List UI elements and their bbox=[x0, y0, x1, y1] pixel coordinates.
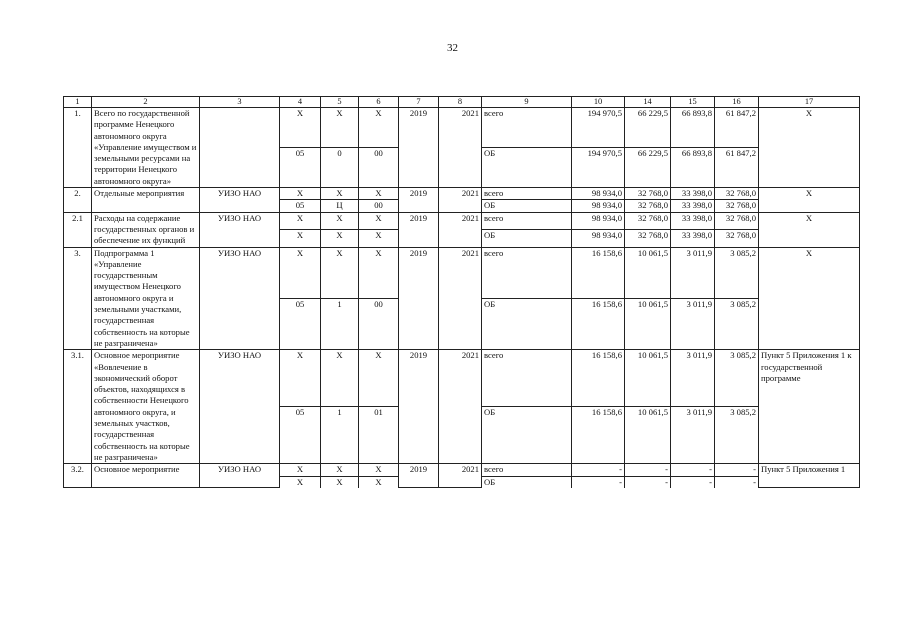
code-cell: 1 bbox=[321, 407, 359, 464]
amount-cell: 61 847,2 bbox=[715, 108, 759, 148]
code-cell: Х bbox=[280, 188, 321, 200]
table-row bbox=[64, 247, 860, 298]
start-year: 2019 bbox=[399, 212, 439, 247]
code-cell: Х bbox=[359, 476, 399, 488]
funding-source: всего bbox=[482, 350, 572, 407]
code-cell: Х bbox=[359, 108, 399, 148]
amount-cell: 32 768,0 bbox=[625, 212, 671, 229]
amount-cell: 33 398,0 bbox=[671, 188, 715, 200]
column-header: 2 bbox=[92, 97, 200, 108]
end-year: 2021 bbox=[439, 108, 482, 188]
code-cell: 00 bbox=[359, 200, 399, 212]
amount-cell: 66 229,5 bbox=[625, 108, 671, 148]
column-header: 3 bbox=[200, 97, 280, 108]
code-cell: Х bbox=[359, 230, 399, 247]
row-executor bbox=[200, 108, 280, 188]
row-number: 2. bbox=[64, 188, 92, 213]
code-cell: 1 bbox=[321, 298, 359, 349]
code-cell: 05 bbox=[280, 298, 321, 349]
code-cell: 00 bbox=[359, 298, 399, 349]
table-row bbox=[64, 212, 860, 229]
program-table bbox=[63, 96, 860, 488]
code-cell: 05 bbox=[280, 148, 321, 188]
amount-cell: 98 934,0 bbox=[572, 188, 625, 200]
row-name: Подпрограмма 1 «Управление государственным имуществом Ненецкого автономного округа и земельными участками, государственная собственность на которые не разграничена» bbox=[92, 247, 200, 350]
table-row bbox=[64, 188, 860, 200]
column-header: 16 bbox=[715, 97, 759, 108]
code-cell: 05 bbox=[280, 200, 321, 212]
row-note: Х bbox=[759, 108, 860, 188]
header-row bbox=[64, 97, 860, 108]
row-note: Пункт 5 Приложения 1 к государственной программе bbox=[759, 350, 860, 464]
code-cell: Х bbox=[280, 464, 321, 476]
amount-cell: 61 847,2 bbox=[715, 148, 759, 188]
table-row bbox=[64, 464, 860, 476]
row-number: 3. bbox=[64, 247, 92, 350]
funding-source: ОБ bbox=[482, 407, 572, 464]
amount-cell: 32 768,0 bbox=[715, 212, 759, 229]
column-header: 5 bbox=[321, 97, 359, 108]
amount-cell: 66 893,8 bbox=[671, 148, 715, 188]
code-cell: 05 bbox=[280, 407, 321, 464]
funding-source: ОБ bbox=[482, 230, 572, 247]
amount-cell: 3 085,2 bbox=[715, 247, 759, 298]
amount-cell: 3 085,2 bbox=[715, 407, 759, 464]
code-cell: Х bbox=[280, 108, 321, 148]
amount-cell: - bbox=[625, 464, 671, 476]
column-header: 17 bbox=[759, 97, 860, 108]
code-cell: Х bbox=[321, 476, 359, 488]
column-header: 9 bbox=[482, 97, 572, 108]
column-header: 4 bbox=[280, 97, 321, 108]
column-header: 6 bbox=[359, 97, 399, 108]
start-year: 2019 bbox=[399, 350, 439, 464]
row-note: Х bbox=[759, 212, 860, 247]
amount-cell: - bbox=[625, 476, 671, 488]
funding-source: ОБ bbox=[482, 148, 572, 188]
end-year: 2021 bbox=[439, 464, 482, 488]
amount-cell: 16 158,6 bbox=[572, 350, 625, 407]
end-year: 2021 bbox=[439, 247, 482, 350]
row-name: Всего по государственной программе Ненецкого автономного округа «Управление имуществом и земельными ресурсами на территории Ненецкого автономного округа» bbox=[92, 108, 200, 188]
amount-cell: 3 011,9 bbox=[671, 298, 715, 349]
code-cell: Х bbox=[280, 230, 321, 247]
amount-cell: - bbox=[572, 464, 625, 476]
row-executor: УИЗО НАО bbox=[200, 188, 280, 213]
code-cell: Х bbox=[359, 464, 399, 476]
code-cell: Х bbox=[280, 350, 321, 407]
column-header: 14 bbox=[625, 97, 671, 108]
column-header: 7 bbox=[399, 97, 439, 108]
row-number: 3.1. bbox=[64, 350, 92, 464]
end-year: 2021 bbox=[439, 350, 482, 464]
start-year: 2019 bbox=[399, 247, 439, 350]
row-name: Расходы на содержание государственных органов и обеспечение их функций bbox=[92, 212, 200, 247]
code-cell: Ц bbox=[321, 200, 359, 212]
column-header: 10 bbox=[572, 97, 625, 108]
code-cell: Х bbox=[280, 212, 321, 229]
amount-cell: 10 061,5 bbox=[625, 350, 671, 407]
page-number: 32 bbox=[447, 42, 458, 54]
amount-cell: 3 011,9 bbox=[671, 247, 715, 298]
table-row bbox=[64, 108, 860, 148]
code-cell: Х bbox=[280, 476, 321, 488]
row-name: Основное мероприятие bbox=[92, 464, 200, 488]
code-cell: Х bbox=[321, 188, 359, 200]
code-cell: Х bbox=[321, 108, 359, 148]
funding-source: всего bbox=[482, 212, 572, 229]
row-number: 3.2. bbox=[64, 464, 92, 488]
amount-cell: - bbox=[715, 464, 759, 476]
funding-source: ОБ bbox=[482, 476, 572, 488]
row-number: 2.1 bbox=[64, 212, 92, 247]
code-cell: Х bbox=[321, 247, 359, 298]
row-executor: УИЗО НАО bbox=[200, 247, 280, 350]
amount-cell: 194 970,5 bbox=[572, 148, 625, 188]
amount-cell: 32 768,0 bbox=[625, 188, 671, 200]
amount-cell: 33 398,0 bbox=[671, 230, 715, 247]
table-row bbox=[64, 350, 860, 407]
code-cell: Х bbox=[321, 212, 359, 229]
code-cell: Х bbox=[321, 464, 359, 476]
amount-cell: 10 061,5 bbox=[625, 298, 671, 349]
amount-cell: 66 229,5 bbox=[625, 148, 671, 188]
amount-cell: - bbox=[671, 464, 715, 476]
amount-cell: - bbox=[671, 476, 715, 488]
funding-source: всего bbox=[482, 247, 572, 298]
row-note: Х bbox=[759, 247, 860, 350]
code-cell: Х bbox=[359, 247, 399, 298]
column-header: 15 bbox=[671, 97, 715, 108]
row-name: Основное мероприятие «Вовлечение в экономический оборот объектов, находящихся в собственности Ненецкого автономного округа, и земельных участков, государственная собственность на которые не разграничена» bbox=[92, 350, 200, 464]
row-number: 1. bbox=[64, 108, 92, 188]
amount-cell: 32 768,0 bbox=[625, 230, 671, 247]
amount-cell: 16 158,6 bbox=[572, 407, 625, 464]
amount-cell: 33 398,0 bbox=[671, 200, 715, 212]
code-cell: Х bbox=[321, 230, 359, 247]
column-header: 1 bbox=[64, 97, 92, 108]
amount-cell: 16 158,6 bbox=[572, 247, 625, 298]
row-executor: УИЗО НАО bbox=[200, 350, 280, 464]
end-year: 2021 bbox=[439, 212, 482, 247]
amount-cell: 10 061,5 bbox=[625, 247, 671, 298]
start-year: 2019 bbox=[399, 188, 439, 213]
row-note: Х bbox=[759, 188, 860, 213]
funding-source: всего bbox=[482, 108, 572, 148]
amount-cell: 10 061,5 bbox=[625, 407, 671, 464]
amount-cell: 32 768,0 bbox=[715, 200, 759, 212]
amount-cell: - bbox=[715, 476, 759, 488]
row-note: Пункт 5 Приложения 1 bbox=[759, 464, 860, 488]
amount-cell: 32 768,0 bbox=[715, 230, 759, 247]
amount-cell: - bbox=[572, 476, 625, 488]
amount-cell: 66 893,8 bbox=[671, 108, 715, 148]
code-cell: 01 bbox=[359, 407, 399, 464]
code-cell: Х bbox=[280, 247, 321, 298]
end-year: 2021 bbox=[439, 188, 482, 213]
amount-cell: 98 934,0 bbox=[572, 230, 625, 247]
amount-cell: 33 398,0 bbox=[671, 212, 715, 229]
start-year: 2019 bbox=[399, 464, 439, 488]
amount-cell: 3 011,9 bbox=[671, 350, 715, 407]
amount-cell: 98 934,0 bbox=[572, 200, 625, 212]
row-executor: УИЗО НАО bbox=[200, 212, 280, 247]
code-cell: Х bbox=[359, 350, 399, 407]
amount-cell: 194 970,5 bbox=[572, 108, 625, 148]
amount-cell: 98 934,0 bbox=[572, 212, 625, 229]
code-cell: Х bbox=[321, 350, 359, 407]
amount-cell: 3 085,2 bbox=[715, 298, 759, 349]
row-name: Отдельные мероприятия bbox=[92, 188, 200, 213]
amount-cell: 32 768,0 bbox=[715, 188, 759, 200]
column-header: 8 bbox=[439, 97, 482, 108]
code-cell: 0 bbox=[321, 148, 359, 188]
amount-cell: 16 158,6 bbox=[572, 298, 625, 349]
code-cell: 00 bbox=[359, 148, 399, 188]
funding-source: ОБ bbox=[482, 298, 572, 349]
row-executor: УИЗО НАО bbox=[200, 464, 280, 488]
code-cell: Х bbox=[359, 188, 399, 200]
amount-cell: 3 085,2 bbox=[715, 350, 759, 407]
code-cell: Х bbox=[359, 212, 399, 229]
funding-source: ОБ bbox=[482, 200, 572, 212]
amount-cell: 3 011,9 bbox=[671, 407, 715, 464]
funding-source: всего bbox=[482, 188, 572, 200]
start-year: 2019 bbox=[399, 108, 439, 188]
funding-source: всего bbox=[482, 464, 572, 476]
amount-cell: 32 768,0 bbox=[625, 200, 671, 212]
